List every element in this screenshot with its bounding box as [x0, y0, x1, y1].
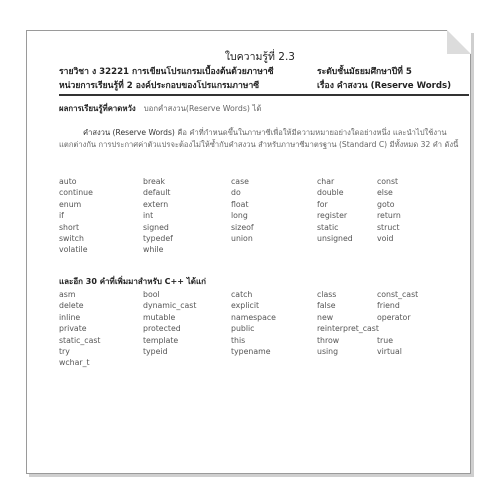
keyword-cell: while — [143, 245, 164, 255]
keyword-cell: template — [143, 335, 179, 345]
keyword-cell: static — [317, 222, 339, 232]
keyword-cell: void — [377, 234, 394, 243]
keyword-cell: private — [59, 324, 87, 334]
keyword-cell: new — [317, 312, 334, 322]
subject-line: รายวิชา ง 32221 การเขียนโปรแกรมเบื้องต้นด้วยภาษาซี — [59, 67, 274, 77]
keyword-cell: auto — [59, 177, 77, 186]
objective-label: ผลการเรียนรู้ที่คาดหวัง — [59, 104, 136, 113]
keyword-cell: switch — [59, 234, 84, 243]
keyword-cell: virtual — [377, 347, 402, 356]
keyword-cell: float — [231, 199, 249, 209]
keyword-cell: long — [231, 211, 248, 221]
keyword-cell: typedef — [143, 234, 173, 243]
keyword-cell: asm — [59, 290, 76, 299]
keyword-cell: protected — [143, 324, 181, 334]
keyword-cell: default — [143, 188, 171, 198]
worksheet-page — [26, 30, 471, 474]
intro-paragraph — [59, 127, 459, 150]
keyword-cell: register — [317, 211, 348, 221]
keyword-cell: volatile — [59, 245, 88, 255]
unit-line: หน่วยการเรียนรู้ที่ 2 องค์ประกอบของโปรแกรมภาษาซี — [59, 81, 260, 91]
keyword-cell: struct — [377, 222, 400, 232]
grade-line: ระดับชั้นมัธยมศึกษาปีที่ 5 — [317, 67, 412, 77]
keyword-cell: short — [59, 222, 80, 232]
keyword-cell: this — [231, 335, 246, 345]
keyword-cell: true — [377, 335, 394, 345]
page-title: ใบความรู้ที่ 2.3 — [224, 51, 295, 63]
keyword-cell: do — [231, 188, 241, 198]
keyword-cell: goto — [377, 199, 395, 209]
header-divider — [59, 94, 469, 96]
keyword-cell: bool — [143, 290, 160, 299]
keyword-cell: friend — [377, 301, 400, 311]
keyword-cell: signed — [143, 222, 169, 232]
keyword-cell: try — [59, 347, 70, 356]
objective-value: บอกคำสงวน(Reserve Words) ได้ — [143, 104, 262, 113]
cpp-heading: และอีก 30 คำที่เพิ่มมาสำหรับ C++ ได้แก่ — [59, 277, 206, 286]
keyword-cell: namespace — [231, 312, 276, 322]
keyword-cell: typename — [231, 347, 271, 356]
keyword-cell: int — [143, 211, 154, 221]
keyword-cell: break — [143, 177, 166, 186]
paragraph-term: คำสงวน (Reserve Words) — [83, 128, 175, 137]
keyword-cell: const_cast — [377, 290, 419, 299]
keyword-cell: static_cast — [59, 335, 101, 345]
keyword-cell: case — [231, 177, 249, 186]
keyword-cell: throw — [317, 335, 340, 345]
keyword-cell: else — [377, 188, 393, 198]
keyword-cell: union — [231, 234, 253, 243]
keyword-cell: using — [317, 347, 339, 356]
keyword-cell: false — [317, 301, 336, 311]
keyword-cell: mutable — [143, 312, 176, 322]
keyword-cell: dynamic_cast — [143, 301, 197, 311]
keyword-cell: sizeof — [231, 222, 254, 232]
keyword-cell: class — [317, 290, 337, 299]
keyword-cell: unsigned — [317, 234, 353, 243]
keyword-cell: continue — [59, 188, 93, 198]
keyword-cell: reinterpret_cast — [317, 324, 379, 334]
keyword-cell: wchar_t — [59, 358, 90, 368]
keyword-cell: char — [317, 177, 335, 186]
learning-objective — [59, 103, 261, 115]
keyword-cell: for — [317, 199, 328, 209]
keyword-cell: double — [317, 188, 344, 198]
keyword-cell: extern — [143, 199, 169, 209]
keyword-cell: if — [59, 211, 64, 221]
keyword-cell: delete — [59, 301, 84, 311]
topic-line: เรื่อง คำสงวน (Reserve Words) — [317, 81, 452, 91]
keyword-cell: public — [231, 324, 255, 334]
keyword-cell: return — [377, 211, 401, 221]
keyword-cell: inline — [59, 312, 81, 322]
paragraph-text: คือ คำที่กำหนดขึ้นในภาษาซีเพื่อให้มีความหมายอย่างใดอย่างหนึ่ง และนำไปใช้งานแตกต่างกัน การประกาศค่าตัวแปรจะต้องไม่ให้ซ้ำกับคำสงวน สำหรับภาษาซีมาตรฐาน (Standard C) มีทั้งหมด 32 คำ ดังนี้ — [59, 128, 459, 149]
keyword-cell: catch — [231, 290, 253, 299]
keyword-cell: const — [377, 177, 399, 186]
keyword-cell: typeid — [143, 347, 168, 356]
keyword-cell: explicit — [231, 301, 260, 311]
keyword-cell: enum — [59, 199, 82, 209]
keyword-cell: operator — [377, 312, 411, 322]
